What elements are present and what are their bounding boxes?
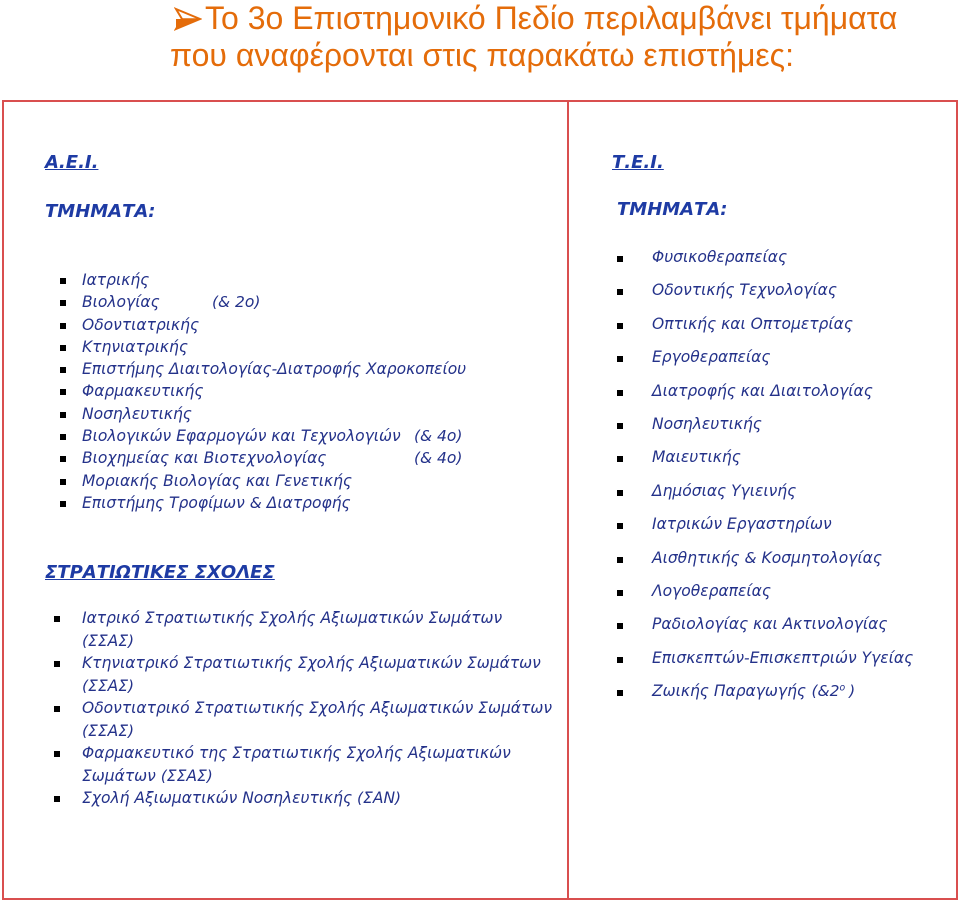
list-item	[82, 492, 552, 514]
item-label: Βιοχημείας και Βιοτεχνολογίας	[82, 449, 327, 468]
square-bullet-icon	[60, 501, 66, 507]
title-line-1: Το 3ο Επιστημονικό Πεδίο περιλαμβάνει τμήματα	[205, 0, 898, 36]
square-bullet-icon	[617, 490, 623, 496]
list-item	[82, 336, 552, 358]
list-item	[82, 697, 552, 742]
square-bullet-icon	[617, 423, 623, 429]
item-label: Σχολή Αξιωματικών Νοσηλευτικής (ΣΑΝ)	[82, 789, 402, 807]
list-item	[82, 380, 552, 402]
item-label: Λογοθεραπείας	[652, 582, 771, 601]
list-item	[652, 575, 952, 608]
item-note: (& 4ο)	[414, 449, 463, 468]
square-bullet-icon	[617, 590, 623, 596]
item-note: (& 2ο)	[212, 293, 261, 312]
square-bullet-icon	[60, 323, 66, 329]
list-item	[82, 742, 552, 787]
item-label: Αισθητικής & Κοσμητολογίας	[652, 548, 882, 567]
square-bullet-icon	[60, 367, 66, 373]
item-label: Επισκεπτών-Επισκεπτριών Υγείας	[652, 648, 914, 667]
item-label: Ζωικής Παραγωγής	[652, 682, 807, 701]
square-bullet-icon	[54, 706, 60, 712]
aei-column	[4, 102, 567, 898]
item-note: (& 4ο)	[414, 427, 463, 446]
list-item	[82, 470, 552, 492]
list-item	[82, 291, 552, 313]
square-bullet-icon	[54, 661, 60, 667]
item-label: Οδοντικής Τεχνολογίας	[652, 281, 837, 300]
item-label: Ιατρικό Στρατιωτικής Σχολής Αξιωματικών Σωμάτων (ΣΣΑΣ)	[82, 609, 503, 650]
list-item	[652, 675, 952, 708]
list-item	[652, 508, 952, 541]
square-bullet-icon	[617, 323, 623, 329]
item-label: Κτηνιατρικό Στρατιωτικής Σχολής Αξιωματικών Σωμάτων (ΣΣΑΣ)	[82, 654, 541, 695]
square-bullet-icon	[60, 434, 66, 440]
aei-department-list	[82, 269, 552, 514]
square-bullet-icon	[617, 523, 623, 529]
item-label: Νοσηλευτικής	[82, 404, 192, 423]
item-label: Οδοντιατρικό Στρατιωτικής Σχολής Αξιωματικών Σωμάτων (ΣΣΑΣ)	[82, 699, 552, 740]
square-bullet-icon	[617, 256, 623, 262]
list-item	[652, 542, 952, 575]
list-item	[82, 425, 552, 447]
item-label: Διατροφής και Διαιτολογίας	[652, 381, 873, 400]
item-note-superscript: ο	[839, 682, 846, 694]
square-bullet-icon	[54, 796, 60, 802]
item-label: Μοριακής Βιολογίας και Γενετικής	[82, 471, 353, 490]
list-item	[82, 269, 552, 291]
item-label: Επιστήμης Διαιτολογίας-Διατροφής Χαροκοπείου	[82, 360, 467, 379]
item-label: Ραδιολογίας και Ακτινολογίας	[652, 615, 888, 634]
list-item	[652, 375, 952, 408]
list-item	[652, 642, 952, 675]
square-bullet-icon	[617, 289, 623, 295]
square-bullet-icon	[617, 356, 623, 362]
military-schools-list	[82, 607, 552, 810]
item-label: Βιολογίας	[82, 293, 160, 312]
list-item	[82, 358, 552, 380]
list-item	[652, 274, 952, 307]
item-label: Ιατρικών Εργαστηρίων	[652, 515, 832, 534]
item-label: Οδοντιατρικής	[82, 315, 200, 334]
item-label: Επιστήμης Τροφίμων & Διατροφής	[82, 493, 351, 512]
list-item	[652, 341, 952, 374]
item-label: Φυσικοθεραπείας	[652, 248, 788, 266]
square-bullet-icon	[617, 623, 623, 629]
list-item	[82, 652, 552, 697]
list-item	[652, 441, 952, 474]
square-bullet-icon	[617, 456, 623, 462]
list-item	[652, 308, 952, 341]
square-bullet-icon	[60, 479, 66, 485]
square-bullet-icon	[60, 345, 66, 351]
square-bullet-icon	[60, 412, 66, 418]
item-label: Ιατρικής	[82, 271, 150, 289]
list-item	[82, 314, 552, 336]
square-bullet-icon	[617, 657, 623, 663]
list-item	[652, 475, 952, 508]
item-label: Μαιευτικής	[652, 448, 741, 467]
departments-table	[2, 100, 958, 900]
item-label: Φαρμακευτικής	[82, 382, 204, 401]
tei-heading: Τ.Ε.Ι.	[612, 152, 664, 173]
square-bullet-icon	[60, 389, 66, 395]
list-item	[652, 241, 952, 274]
arrowhead-icon	[174, 7, 202, 31]
square-bullet-icon	[54, 751, 60, 757]
item-label: Δημόσιας Υγιεινής	[652, 481, 797, 500]
tei-column	[569, 102, 956, 898]
item-label: Εργοθεραπείας	[652, 348, 771, 367]
list-item	[652, 608, 952, 641]
slide-title	[0, 0, 960, 80]
military-schools-heading: ΣΤΡΑΤΙΩΤΙΚΕΣ ΣΧΟΛΕΣ	[45, 562, 275, 583]
tei-department-list	[652, 241, 952, 709]
aei-heading: Α.Ε.Ι.	[45, 152, 99, 173]
item-label: Βιολογικών Εφαρμογών και Τεχνολογιών	[82, 427, 401, 446]
square-bullet-icon	[617, 690, 623, 696]
list-item	[652, 408, 952, 441]
item-label: Οπτικής και Οπτομετρίας	[652, 314, 853, 333]
item-note: (&2	[811, 682, 840, 701]
list-item	[82, 607, 552, 652]
item-label: Νοσηλευτικής	[652, 415, 762, 434]
square-bullet-icon	[617, 390, 623, 396]
square-bullet-icon	[617, 557, 623, 563]
item-label: Κτηνιατρικής	[82, 337, 188, 356]
title-line-2: που αναφέρονται στις παρακάτω επιστήμες:	[170, 37, 794, 73]
square-bullet-icon	[54, 616, 60, 622]
item-label: Φαρμακευτικό της Στρατιωτικής Σχολής Αξιωματικών Σωμάτων (ΣΣΑΣ)	[82, 744, 511, 785]
list-item	[82, 403, 552, 425]
square-bullet-icon	[60, 278, 66, 284]
square-bullet-icon	[60, 300, 66, 306]
list-item	[82, 447, 552, 469]
aei-subheading: ΤΜΗΜΑΤΑ:	[45, 201, 156, 222]
square-bullet-icon	[60, 456, 66, 462]
item-note-end: )	[849, 682, 856, 701]
list-item	[82, 787, 552, 810]
tei-subheading: ΤΜΗΜΑΤΑ:	[617, 199, 728, 220]
